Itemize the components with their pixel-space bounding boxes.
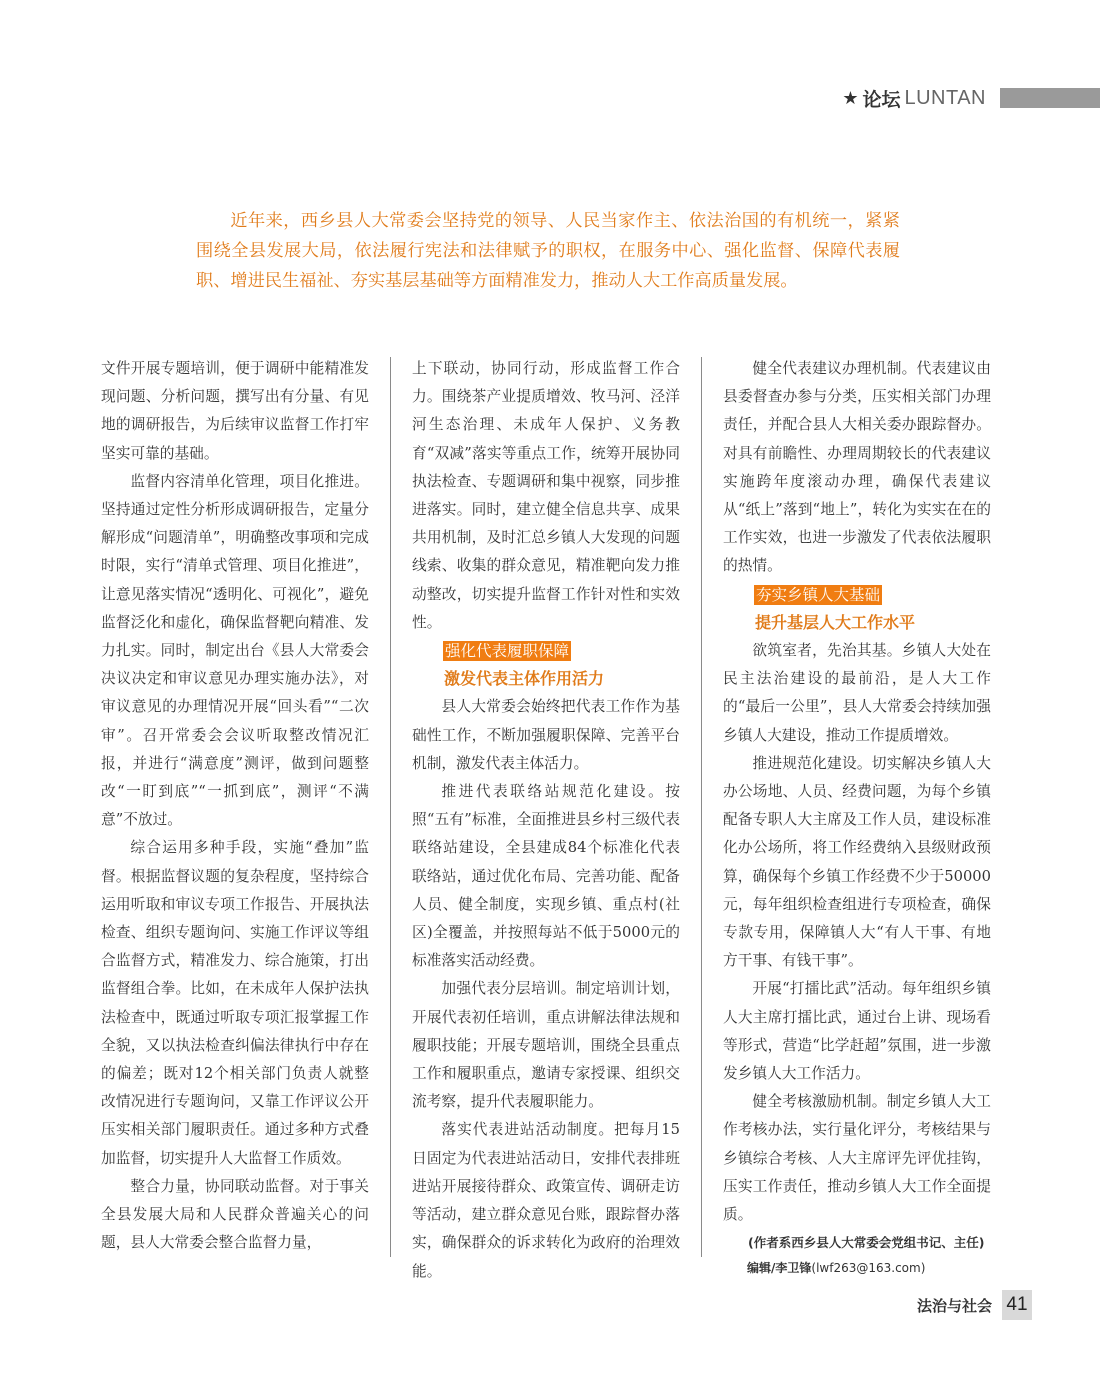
column-divider	[701, 357, 702, 1257]
paragraph: 综合运用多种手段，实施“叠加”监督。根据监督议题的复杂程度，坚持综合运用听取和审议专项工作报告、开展执法检查、组织专题询问、实施工作评议等组合监督方式，精准发力、综合施策，打出监督组合拳。比如，在未成年人保护法执法检查中，既通过听取专项汇报掌握工作全貌，又以执法检查纠偏法律执行中存在的偏差；既对12个相关部门负责人就整改情况进行专题询问，又靠工作评议公开压实相关部门履职责任。通过多种方式叠加监督，切实提升人大监督工作质效。	[101, 839, 369, 1167]
column-divider	[390, 357, 391, 1257]
paragraph: 县人大常委会始终把代表工作作为基础性工作，不断加强履职保障、完善平台机制，激发代表主体活力。	[412, 698, 680, 772]
paragraph: 推进规范化建设。切实解决乡镇人大办公场地、人员、经费问题，为每个乡镇配备专职人大主席及工作人员，建设标准化办公场所，将工作经费纳入县级财政预算，确保每个乡镇工作经费不少于50000元，每年组织检查组进行专项检查，确保专款专用，保障镇人大“有人干事、有地方干事、有钱干事”。	[723, 754, 991, 970]
section-header	[842, 86, 1100, 110]
subheading: 激发代表主体作用活力	[444, 669, 605, 689]
paragraph: 健全代表建议办理机制。代表建议由县委督查办参与分类，压实相关部门办理责任，并配合县人大相关委办跟踪督办。对具有前瞻性、办理周期较长的代表建议实施跨年度滚动办理，确保代表建议从“纸上”落到“地上”，转化为实实在在的工作实效，也进一步激发了代表依法履职的热情。	[723, 360, 991, 575]
subheading-highlight-text: 夯实乡镇人大基础	[756, 585, 881, 604]
page-number: 41	[1002, 1290, 1032, 1320]
paragraph: 整合力量，协同联动监督。对于事关全县发展大局和人民群众普遍关心的问题，县人大常委会整合监督力量，	[101, 1177, 369, 1252]
magazine-title: 法治与社会	[916, 1296, 992, 1315]
author-note: (作者系西乡县人大常委会党组书记、主任)	[748, 1235, 985, 1251]
subheading-highlight-text: 强化代表履职保障	[445, 642, 570, 661]
paragraph: 文件开展专题培训，便于调研中能精准发现问题、分析问题，撰写出有分量、有见地的调研报告，为后续审议监督工作打牢坚实可靠的基础。	[101, 360, 369, 462]
subheading-highlight	[412, 637, 680, 665]
section-title-cn: 论坛	[862, 88, 901, 111]
star-icon: ★	[842, 87, 859, 109]
header-bar	[1000, 88, 1100, 108]
page-footer	[917, 1290, 1032, 1320]
paragraph: 开展“打擂比武”活动。每年组织乡镇人大主席打擂比武，通过台上讲、现场看等形式，营造“比学赶超”氛围，进一步激发乡镇人大工作活力。	[723, 980, 991, 1083]
paragraph: 加强代表分层培训。制定培训计划，开展代表初任培训，重点讲解法律法规和履职技能；开展专题培训，围绕全县重点工作和履职重点，邀请专家授课、组织交流考察，提升代表履职能力。	[412, 980, 680, 1111]
paragraph: 健全考核激励机制。制定乡镇人大工作考核办法，实行量化评分，考核结果与乡镇综合考核、人大主席评先评优挂钩，压实工作责任，推动乡镇人大工作全面提质。	[723, 1093, 991, 1224]
paragraph: 推进代表联络站规范化建设。按照“五有”标准，全面推进县乡村三级代表联络站建设，全县建成84个标准化代表联络站，通过优化布局、完善功能、配备人员、健全制度，实现乡镇、重点村(社区)全覆盖，并按照每站不低于5000元的标准落实活动经费。	[412, 783, 680, 970]
lead-paragraph: 近年来，西乡县人大常委会坚持党的领导、人民当家作主、依法治国的有机统一，紧紧围绕全县发展大局，依法履行宪法和法律赋予的职权，在服务中心、强化监督、保障代表履职、增进民生福祉、夯实基层基础等方面精准发力，推动人大工作高质量发展。	[196, 211, 900, 291]
subheading-highlight	[723, 581, 991, 609]
column-1	[101, 355, 369, 1258]
paragraph: 监督内容清单化管理，项目化推进。坚持通过定性分析形成调研报告，定量分解形成“问题清单”，明确整改事项和完成时限，实行“清单式管理、项目化推进”，让意见落实情况“透明化、可视化”，避免监督泛化和虚化，确保监督靶向精准、发力扎实。同时，制定出台《县人大常委会决议决定和审议意见办理实施办法》，对审议意见的办理情况开展“回头看”“二次审”。召开常委会会议听取整改情况汇报，并进行“满意度”测评，做到问题整改“一盯到底”“一抓到底”，测评“不满意”不放过。	[101, 472, 369, 829]
column-2	[412, 355, 680, 1286]
section-title-en: LUNTAN	[904, 86, 986, 109]
paragraph: 落实代表进站活动制度。把每月15日固定为代表进站活动日，安排代表排班进站开展接待群众、政策宣传、调研走访等活动，建立群众意见台账，跟踪督办落实，确保群众的诉求转化为政府的治理效能。	[412, 1121, 680, 1280]
paragraph: 上下联动，协同行动，形成监督工作合力。围绕茶产业提质增效、牧马河、泾洋河生态治理、未成年人保护、义务教育“双减”落实等重点工作，统筹开展协同执法检查、专题调研和集中视察，同步推进落实。同时，建立健全信息共享、成果共用机制，及时汇总乡镇人大发现的问题线索、收集的群众意见，精准靶向发力推动整改，切实提升监督工作针对性和实效性。	[412, 360, 680, 631]
paragraph: 欲筑室者，先治其基。乡镇人大处在民主法治建设的最前沿，是人大工作的“最后一公里”，县人大常委会持续加强乡镇人大建设，推动工作提质增效。	[723, 642, 991, 744]
editor-name: 编辑/李卫锋	[747, 1261, 812, 1276]
editor-credit	[723, 1257, 991, 1279]
column-3	[723, 355, 991, 1279]
editor-email: (lwf263@163.com)	[811, 1261, 926, 1276]
subheading: 提升基层人大工作水平	[755, 612, 916, 632]
